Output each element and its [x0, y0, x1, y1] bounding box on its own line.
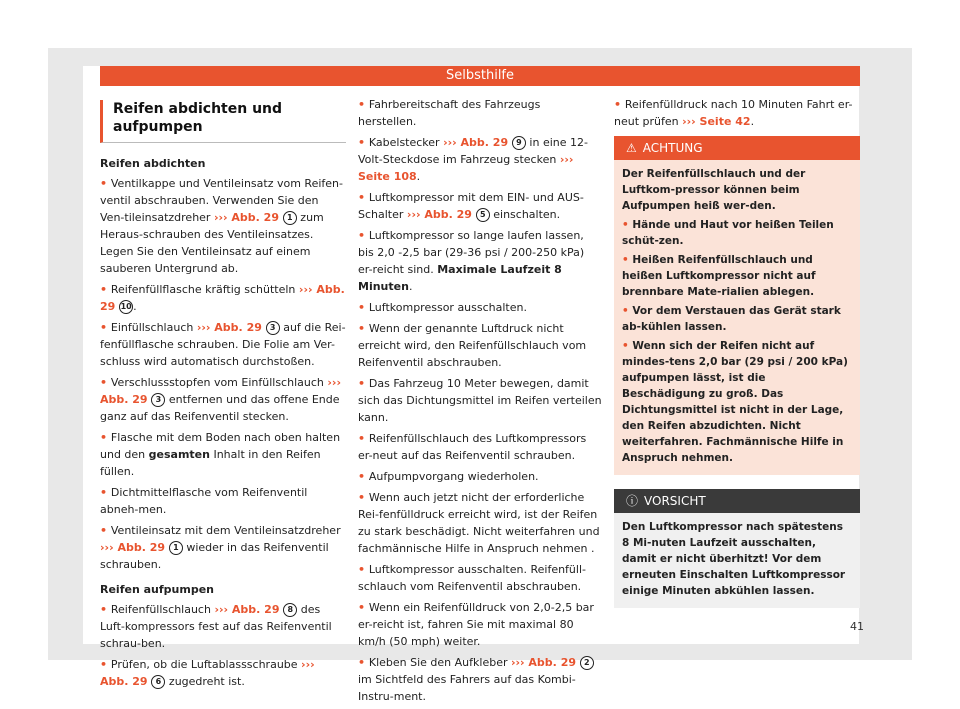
subheading-seal: Reifen abdichten [100, 157, 206, 170]
text: Fahrbereitschaft des Fahrzeugs herstellen. [358, 98, 541, 128]
callout-number: 9 [512, 136, 526, 150]
reference-link[interactable]: Abb. 29 [100, 393, 152, 406]
chapter-header: Selbsthilfe [100, 66, 860, 86]
warning-item [622, 338, 852, 466]
warning-box [614, 136, 860, 475]
text: zum Heraus-schrauben des Ventileinsatzes. Legen Sie den Ventileinsatz auf einem sauberen Untergrund ab. [100, 211, 324, 275]
reference-arrow: ››› [196, 321, 211, 334]
bullet: • [358, 601, 369, 614]
reference-arrow: ››› [443, 136, 457, 149]
warning-item-text: Heißen Reifenfüllschlauch und heißen Luftkompressor nicht auf brennbare Mate-rialien ablegen. [622, 254, 816, 298]
warning-title: ACHTUNG [642, 141, 703, 155]
text: im Sichtfeld des Fahrers auf das Kombi-Instru-ment. [358, 673, 576, 703]
callout-number: 2 [580, 656, 594, 670]
bullet: • [100, 486, 111, 499]
text: . [416, 170, 421, 183]
text: Kleben Sie den Aufkleber [368, 656, 511, 669]
bullet: • [100, 376, 111, 389]
bullet: • [100, 603, 111, 616]
subheading-inflate: Reifen aufpumpen [100, 583, 214, 596]
caution-title: VORSICHT [644, 494, 706, 508]
list-item [100, 429, 346, 480]
list-item [100, 656, 346, 690]
bullet: • [622, 219, 633, 231]
list-item [358, 561, 602, 595]
list-item [358, 96, 602, 130]
callout-number: 3 [151, 393, 165, 407]
warning-header [614, 136, 860, 160]
bullet: • [100, 283, 111, 296]
list-item [358, 320, 602, 371]
caution-text: Den Luftkompressor nach spätestens 8 Mi-nuten Laufzeit ausschalten, damit er nicht überhitzt! Vor dem erneuten Einschalten Luftkompressor einige Minuten abkühlen lassen. [622, 521, 846, 597]
list-item [358, 430, 602, 464]
text: wieder in das Reifenventil schrauben. [100, 541, 329, 571]
seal-steps [100, 175, 346, 573]
reference-link[interactable]: Abb. 29 [100, 675, 152, 688]
bullet: • [100, 321, 111, 334]
text: Aufpumpvorgang wiederholen. [368, 470, 539, 483]
warning-item [622, 252, 852, 300]
bullet: • [358, 377, 369, 390]
emphasis: gesamten [148, 448, 210, 461]
text: Luftkompressor ausschalten. [368, 301, 527, 314]
warning-item-text: Vor dem Verstauen das Gerät stark ab-kühlen lassen. [622, 305, 841, 333]
text: Inhalt in den Reifen füllen. [100, 448, 321, 478]
bullet: • [358, 563, 369, 576]
list-item [100, 175, 346, 277]
bullet: • [358, 322, 369, 335]
bullet: • [622, 254, 633, 266]
list-item [100, 522, 346, 573]
warning-items [622, 217, 852, 466]
reference-arrow: ››› [327, 376, 341, 389]
warning-item [622, 217, 852, 249]
callout-number: 8 [283, 603, 297, 617]
reference-link[interactable]: Abb. 29 [210, 321, 266, 334]
warning-item [622, 303, 852, 335]
warning-intro: Der Reifenfüllschlauch und der Luftkom-pressor können beim Aufpumpen heiß wer-den. [622, 168, 806, 212]
bullet: • [358, 301, 369, 314]
reference-link[interactable]: Abb. 29 [113, 541, 169, 554]
callout-number: 5 [476, 208, 490, 222]
bullet: • [622, 305, 633, 317]
text: Dichtmittelflasche vom Reifenventil abneh-men. [100, 486, 308, 516]
bullet: • [614, 98, 625, 111]
text: . [408, 280, 413, 293]
text: Reifenfüllschlauch [110, 603, 215, 616]
text: Wenn auch jetzt nicht der erforderliche Rei-fenfülldruck erreicht wird, ist der Reifen zu stark beschädigt. Nicht weiterfahren und fachmännische Hilfe in Anspruch nehmen . [358, 491, 600, 555]
list-item [100, 374, 346, 425]
bullet: • [358, 136, 369, 149]
reference-arrow: ››› [213, 211, 228, 224]
text: Luftkompressor so lange laufen lassen, bis 2,0 -2,5 bar (29-36 psi / 200-250 kPa) er-reicht sind. [358, 229, 585, 276]
bullet: • [358, 191, 369, 204]
text: Prüfen, ob die Luftablassschraube [110, 658, 302, 671]
reference-arrow: ››› [214, 603, 229, 616]
text: auf die Rei-fenfüllflasche schrauben. Die Folie am Ver-schluss wird automatisch durchstoßen. [100, 321, 346, 368]
reference-arrow: ››› [301, 658, 315, 671]
text: Wenn der genannte Luftdruck nicht erreicht wird, den Reifenfüllschlauch vom Reifenventil abschrauben. [358, 322, 587, 369]
text: . [750, 115, 755, 128]
list-item [358, 654, 602, 705]
bullet: • [100, 431, 111, 444]
bullet: • [100, 524, 111, 537]
reference-arrow: ››› [510, 656, 525, 669]
inflate-steps-1 [100, 601, 346, 690]
reference-link[interactable]: Seite 108 [358, 170, 417, 183]
reference-link[interactable]: Abb. 29 [228, 603, 284, 616]
list-item [358, 468, 602, 485]
text: Das Fahrzeug 10 Meter bewegen, damit sich das Dichtungsmittel im Reifen verteilen kann. [358, 377, 602, 424]
text: Kabelstecker [368, 136, 444, 149]
caution-header [614, 489, 860, 513]
text: Wenn ein Reifenfülldruck von 2,0-2,5 bar er-reicht ist, fahren Sie mit maximal 80 km/h (50 mph) weiter. [358, 601, 594, 648]
column-left [100, 100, 346, 694]
inflate-steps-2 [358, 96, 602, 705]
bullet: • [622, 340, 633, 352]
text: Reifenfülldruck nach 10 Minuten Fahrt er-neut prüfen [614, 98, 853, 128]
section-title: Reifen abdichten und aufpumpen [100, 100, 346, 143]
text: Luftkompressor mit dem EIN- und AUS-Schalter [358, 191, 584, 221]
list-item [100, 319, 346, 370]
warning-triangle-icon: ⚠ [626, 141, 637, 155]
callout-number: 10 [119, 300, 133, 314]
list-item [100, 281, 346, 315]
bullet: • [100, 177, 111, 190]
reference-link[interactable]: Abb. 29 [456, 136, 512, 149]
callout-number: 1 [283, 211, 297, 225]
column-middle [358, 96, 602, 709]
list-item [358, 375, 602, 426]
list-item [358, 134, 602, 185]
text: Reifenfüllflasche kräftig schütteln [110, 283, 299, 296]
text: Verschlussstopfen vom Einfüllschlauch [110, 376, 328, 389]
bullet: • [358, 98, 369, 111]
warning-item-text: Wenn sich der Reifen nicht auf mindes-tens 2,0 bar (29 psi / 200 kPa) aufpumpen lässt, ist die Beschädigung zu groß. Das Dichtungsmittel ist nicht in der Lage, den Reifen abzudichten. Nicht weiterfahren. Fachmännische Hilfe in Anspruch nehmen. [622, 340, 848, 464]
emphasis: Maximale Laufzeit 8 Minuten [358, 263, 562, 293]
text: Einfüllschlauch [110, 321, 197, 334]
callout-number: 1 [169, 541, 183, 555]
reference-arrow: ››› [406, 208, 421, 221]
text: Ventileinsatz mit dem Ventileinsatzdreher [110, 524, 341, 537]
bullet: • [100, 658, 111, 671]
column-right [614, 96, 860, 608]
callout-number: 3 [266, 321, 280, 335]
list-item [358, 599, 602, 650]
warning-body [614, 160, 860, 475]
reference-arrow: ››› [682, 115, 696, 128]
list-item [358, 227, 602, 295]
info-circle-icon: ⓘ [626, 494, 639, 508]
caution-body [614, 513, 860, 608]
reference-link[interactable]: Abb. 29 [524, 656, 580, 669]
list-item [358, 489, 602, 557]
reference-arrow: ››› [559, 153, 574, 166]
list-item [358, 189, 602, 223]
reference-link[interactable]: Abb. 29 [100, 283, 345, 313]
bullet: • [358, 432, 369, 445]
page-number: 41 [850, 620, 864, 633]
list-item [100, 601, 346, 652]
reference-arrow: ››› [100, 541, 114, 554]
reference-link[interactable]: Abb. 29 [227, 211, 283, 224]
text: des Luft-kompressors fest auf das Reifenventil schrau-ben. [100, 603, 332, 650]
text: . [133, 300, 137, 313]
bullet: • [358, 470, 369, 483]
text: zugedreht ist. [165, 675, 245, 688]
bullet: • [358, 491, 369, 504]
list-item [358, 299, 602, 316]
caution-box [614, 489, 860, 608]
reference-link[interactable]: Abb. 29 [420, 208, 476, 221]
callout-number: 6 [151, 675, 165, 689]
final-step [614, 96, 860, 130]
text: Reifenfüllschlauch des Luftkompressors er-neut auf das Reifenventil schrauben. [358, 432, 587, 462]
reference-arrow: ››› [298, 283, 313, 296]
text: Ventilkappe und Ventileinsatz vom Reifen-ventil abschrauben. Verwenden Sie den Ven-tileinsatzdreher [100, 177, 343, 224]
text: Flasche mit dem Boden nach oben halten und den [100, 431, 341, 461]
text: in eine 12-Volt-Steckdose im Fahrzeug stecken [358, 136, 588, 166]
text: einschalten. [489, 208, 561, 221]
list-item [100, 484, 346, 518]
text: entfernen und das offene Ende ganz auf das Reifenventil stecken. [100, 393, 340, 423]
list-item [614, 96, 860, 130]
warning-item-text: Hände und Haut vor heißen Teilen schüt-zen. [622, 219, 834, 247]
bullet: • [358, 229, 369, 242]
bullet: • [358, 656, 369, 669]
reference-link[interactable]: Seite 42 [695, 115, 751, 128]
text: Luftkompressor ausschalten. Reifenfüll-schlauch vom Reifenventil abschrauben. [358, 563, 586, 593]
